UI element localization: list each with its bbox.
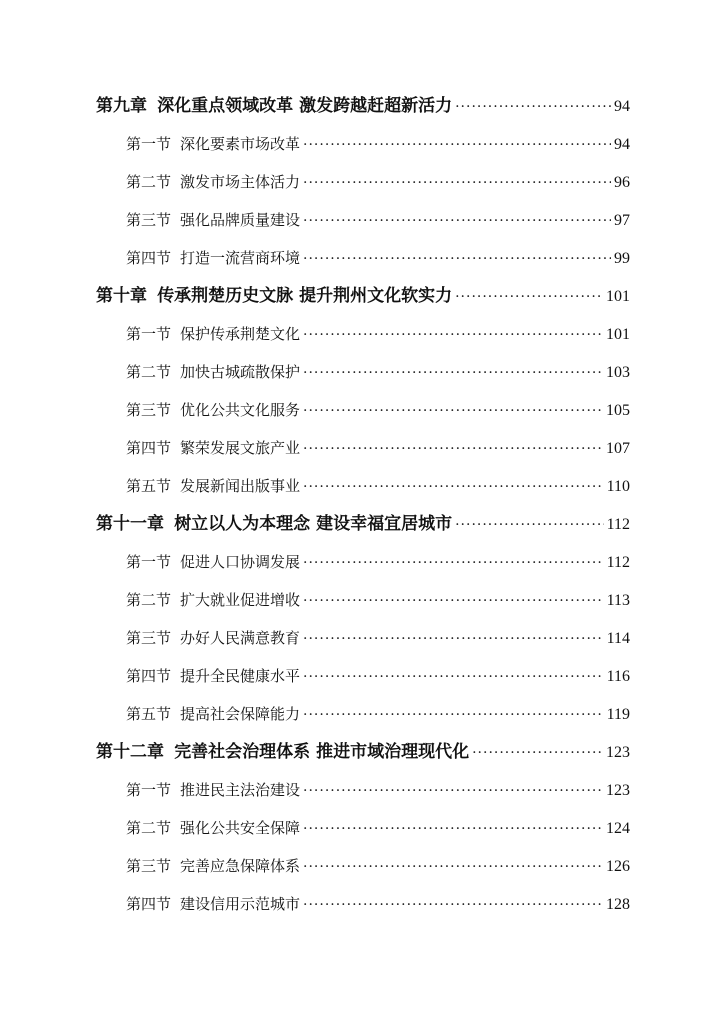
page-number: 99 [614,250,630,267]
toc-entry-heading [126,244,300,272]
toc-chapter-entry[interactable] [96,282,630,310]
dot-leader [303,853,603,881]
chapter-title: 树立以人为本理念 建设幸福宜居城市 [174,514,453,534]
toc-entry-heading [126,168,300,196]
toc-entry-heading [126,890,300,918]
section-number: 第二节 [126,363,172,381]
toc-chapter-entry[interactable] [96,92,630,120]
section-title: 建设信用示范城市 [180,895,301,913]
page-number: 97 [614,212,630,229]
toc-section-entry[interactable] [126,624,630,652]
section-number: 第一节 [126,135,172,153]
section-title: 深化要素市场改革 [180,135,301,153]
toc-entry-heading [96,510,452,538]
section-title: 加快古城疏散保护 [180,363,301,381]
dot-leader [303,397,603,425]
dot-leader [303,131,611,159]
toc-section-entry[interactable] [126,320,630,348]
page-number: 110 [606,478,630,495]
section-number: 第四节 [126,667,172,685]
dot-leader [303,321,603,349]
dot-leader [303,777,603,805]
page-number: 112 [606,516,630,533]
section-number: 第三节 [126,401,172,419]
page-number: 94 [614,98,630,115]
section-number: 第一节 [126,553,172,571]
toc-entry-heading [126,852,300,880]
dot-leader [303,169,611,197]
toc-entry-heading [126,358,300,386]
section-title: 完善应急保障体系 [180,857,301,875]
dot-leader [455,93,611,121]
section-number: 第四节 [126,439,172,457]
toc-entry-heading [96,738,469,766]
toc-section-entry[interactable] [126,396,630,424]
toc-section-entry[interactable] [126,586,630,614]
chapter-number: 第九章 [96,96,147,116]
toc-entry-heading [126,130,300,158]
section-number: 第一节 [126,325,172,343]
toc-section-entry[interactable] [126,890,630,918]
dot-leader [303,587,604,615]
chapter-title: 深化重点领域改革 激发跨越赶超新活力 [157,96,453,116]
toc-entry-heading [126,472,300,500]
page-number: 123 [606,782,630,799]
dot-leader [303,245,611,273]
section-number: 第二节 [126,591,172,609]
section-number: 第一节 [126,781,172,799]
section-number: 第四节 [126,895,172,913]
section-number: 第五节 [126,705,172,723]
dot-leader [303,625,604,653]
page-number: 114 [606,630,630,647]
page-number: 128 [606,896,630,913]
dot-leader [303,549,604,577]
dot-leader [303,815,603,843]
section-number: 第三节 [126,857,172,875]
toc-chapter-entry[interactable] [96,510,630,538]
toc-entry-heading [126,434,300,462]
toc-section-entry[interactable] [126,434,630,462]
toc-entry-heading [126,586,300,614]
section-title: 促进人口协调发展 [180,553,301,571]
toc-entry-heading [126,548,300,576]
section-title: 激发市场主体活力 [180,173,301,191]
dot-leader [303,207,611,235]
toc-section-entry[interactable] [126,548,630,576]
section-number: 第四节 [126,249,172,267]
dot-leader [303,359,603,387]
section-number: 第二节 [126,173,172,191]
dot-leader [303,891,603,919]
toc-entry-heading [126,700,300,728]
toc-section-entry[interactable] [126,814,630,842]
page-number: 94 [614,136,630,153]
dot-leader [303,435,603,463]
section-title: 强化品牌质量建设 [180,211,301,229]
page-number: 119 [606,706,630,723]
toc-section-entry[interactable] [126,852,630,880]
toc-entry-heading [126,396,300,424]
section-title: 强化公共安全保障 [180,819,301,837]
page-number: 101 [606,288,630,305]
section-title: 推进民主法治建设 [180,781,301,799]
toc-section-entry[interactable] [126,776,630,804]
toc-section-entry[interactable] [126,700,630,728]
section-title: 提升全民健康水平 [180,667,301,685]
chapter-title: 传承荆楚历史文脉 提升荆州文化软实力 [157,286,453,306]
toc-section-entry[interactable] [126,244,630,272]
toc-entry-heading [126,320,300,348]
page-number: 107 [606,440,630,457]
section-number: 第三节 [126,211,172,229]
chapter-number: 第十二章 [96,742,164,762]
page-number: 103 [606,364,630,381]
page-number: 126 [606,858,630,875]
dot-leader [472,739,603,767]
page-number: 116 [606,668,630,685]
toc-section-entry[interactable] [126,472,630,500]
section-title: 打造一流营商环境 [180,249,301,267]
section-number: 第三节 [126,629,172,647]
page-number: 123 [606,744,630,761]
toc-section-entry[interactable] [126,206,630,234]
page-number: 112 [606,554,630,571]
dot-leader [455,511,603,539]
toc-section-entry[interactable] [126,168,630,196]
section-number: 第五节 [126,477,172,495]
dot-leader [455,283,603,311]
toc-entry-heading [126,776,300,804]
section-title: 扩大就业促进增收 [180,591,301,609]
toc-section-entry[interactable] [126,662,630,690]
page-number: 113 [606,592,630,609]
toc-entry-heading [126,624,300,652]
chapter-number: 第十一章 [96,514,164,534]
toc-entry-heading [126,206,300,234]
toc-entry-heading [96,282,452,310]
page-number: 101 [606,326,630,343]
toc-entry-heading [126,814,300,842]
chapter-title: 完善社会治理体系 推进市域治理现代化 [174,742,470,762]
section-title: 发展新闻出版事业 [180,477,301,495]
toc-section-entry[interactable] [126,130,630,158]
section-title: 提高社会保障能力 [180,705,301,723]
section-title: 优化公共文化服务 [180,401,301,419]
dot-leader [303,473,604,501]
section-title: 办好人民满意教育 [180,629,301,647]
section-title: 繁荣发展文旅产业 [180,439,301,457]
section-title: 保护传承荆楚文化 [180,325,301,343]
dot-leader [303,701,604,729]
section-number: 第二节 [126,819,172,837]
chapter-number: 第十章 [96,286,147,306]
toc-chapter-entry[interactable] [96,738,630,766]
page-number: 96 [614,174,630,191]
toc-entry-heading [96,92,452,120]
dot-leader [303,663,604,691]
toc-section-entry[interactable] [126,358,630,386]
page-number: 105 [606,402,630,419]
toc-entry-heading [126,662,300,690]
page-number: 124 [606,820,630,837]
